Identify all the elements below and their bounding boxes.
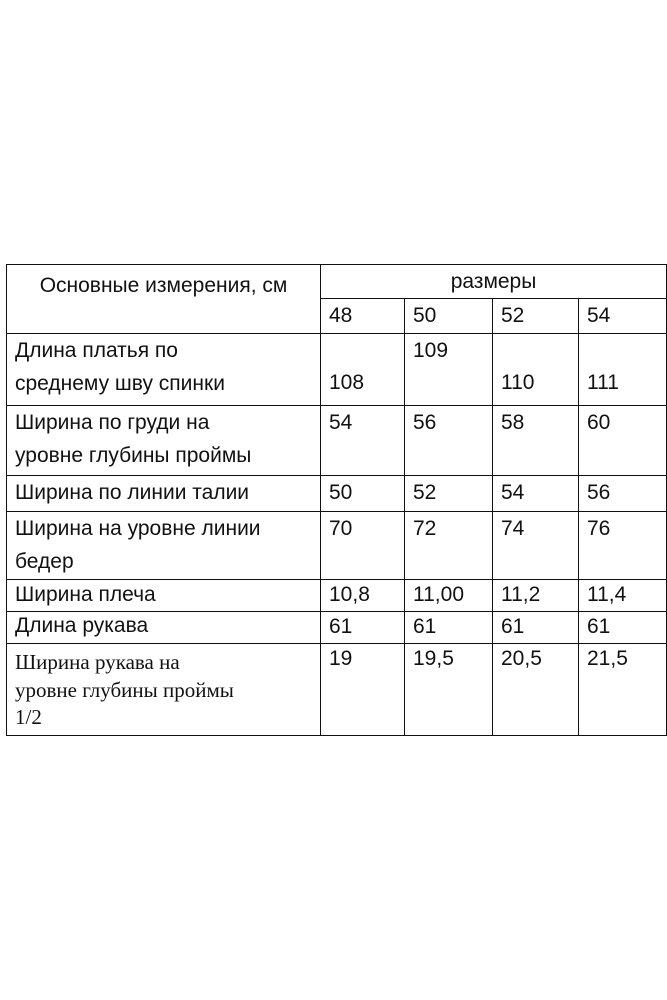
row-label-line: Ширина по линии талии	[15, 481, 250, 504]
value-cell: 61	[405, 612, 493, 644]
table-row	[7, 580, 667, 612]
size-table	[6, 264, 667, 736]
row-label	[7, 612, 321, 644]
value-cell	[321, 334, 405, 406]
value: 111	[587, 371, 619, 394]
value-cell: 60	[579, 406, 667, 476]
row-label-line: уровне глубины проймы	[15, 678, 234, 702]
value-cell: 56	[579, 476, 667, 512]
table-row	[7, 644, 667, 736]
value-cell: 11,00	[405, 580, 493, 612]
value: 109	[413, 339, 449, 362]
value-cell	[405, 334, 493, 406]
value-cell: 61	[321, 612, 405, 644]
row-label-line: Ширина плеча	[15, 583, 156, 606]
row-label	[7, 476, 321, 512]
row-label	[7, 406, 321, 476]
row-label-line: уровне глубины проймы	[15, 444, 252, 467]
value-cell: 72	[405, 512, 493, 580]
value-cell: 50	[321, 476, 405, 512]
row-label-line: Ширина на уровне линии	[15, 517, 261, 540]
row-label-line: среднему шву спинки	[15, 372, 225, 395]
row-label	[7, 512, 321, 580]
size-cell: 54	[579, 299, 667, 334]
value: 108	[329, 371, 365, 394]
size-cell: 48	[321, 299, 405, 334]
table-row	[7, 512, 667, 580]
value-cell	[493, 334, 579, 406]
value-cell: 20,5	[493, 644, 579, 736]
table-header-row	[7, 265, 667, 299]
value-cell: 74	[493, 512, 579, 580]
value-cell: 11,2	[493, 580, 579, 612]
value-cell: 70	[321, 512, 405, 580]
value: 110	[501, 371, 535, 394]
row-label-line: Ширина рукава на	[15, 650, 180, 674]
table-row	[7, 334, 667, 406]
value-cell: 52	[405, 476, 493, 512]
row-label	[7, 580, 321, 612]
header-sizes: размеры	[450, 270, 537, 293]
table-row	[7, 476, 667, 512]
row-label-line: Длина рукава	[15, 614, 149, 637]
row-label-line: Длина платья по	[15, 339, 178, 362]
value-cell: 54	[321, 406, 405, 476]
value-cell: 19,5	[405, 644, 493, 736]
value-cell: 56	[405, 406, 493, 476]
value-cell: 61	[493, 612, 579, 644]
value-cell: 21,5	[579, 644, 667, 736]
value-cell: 76	[579, 512, 667, 580]
value-cell: 19	[321, 644, 405, 736]
value-cell: 10,8	[321, 580, 405, 612]
value-cell: 58	[493, 406, 579, 476]
size-cell: 50	[405, 299, 493, 334]
header-label: Основные измерения, см	[39, 274, 288, 297]
table-row	[7, 612, 667, 644]
value-cell: 54	[493, 476, 579, 512]
table-row	[7, 406, 667, 476]
header-sizes-cell	[321, 265, 667, 299]
row-label-line: 1/2	[15, 705, 42, 729]
row-label-line: бедер	[15, 550, 74, 573]
row-label-line: Ширина по груди на	[15, 411, 210, 434]
value-cell	[579, 334, 667, 406]
header-label-cell	[7, 265, 321, 334]
value-cell: 11,4	[579, 580, 667, 612]
size-cell: 52	[493, 299, 579, 334]
row-label	[7, 644, 321, 736]
row-label	[7, 334, 321, 406]
value-cell: 61	[579, 612, 667, 644]
